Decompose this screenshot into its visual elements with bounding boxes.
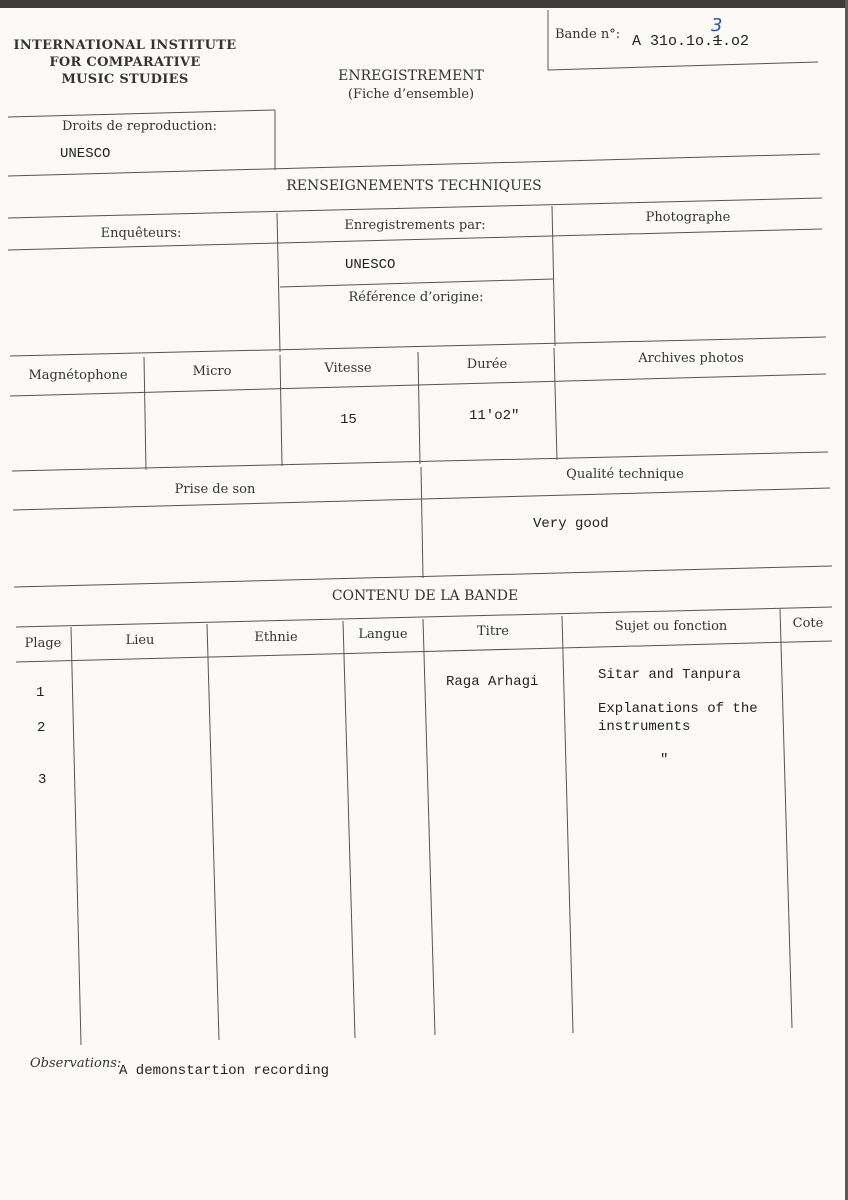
micro-label: Micro [192, 364, 232, 379]
enqueteurs-label: Enquêteurs: [100, 226, 182, 241]
row-2-sujet-line1: Explanations of the [598, 701, 758, 717]
col-lieu: Lieu [125, 633, 155, 648]
vitesse-label: Vitesse [324, 361, 372, 376]
reference-label: Référence d’origine: [348, 290, 484, 305]
col-titre: Titre [477, 624, 509, 639]
qualite-technique-value: Very good [533, 516, 609, 532]
col-langue: Langue [358, 627, 408, 642]
magnetophone-label: Magnétophone [28, 368, 128, 383]
enregistrements-value: UNESCO [345, 257, 396, 273]
vitesse-value: 15 [340, 412, 357, 428]
bande-number: A 31o.1o.1 3 .o2 [632, 15, 750, 50]
row-1-titre: Raga Arhagi [446, 674, 539, 690]
droits-label: Droits de reproduction: [62, 119, 218, 134]
institute-name-line2: FOR COMPARATIVE [49, 55, 201, 70]
archives-photos-label: Archives photos [638, 351, 744, 366]
institute-name-line1: INTERNATIONAL INSTITUTE [13, 38, 237, 53]
row-3-sujet: " [660, 752, 669, 768]
col-sujet: Sujet ou fonction [614, 619, 728, 634]
section-content-title: CONTENU DE LA BANDE [331, 588, 519, 604]
col-plage: Plage [24, 636, 62, 651]
observations-label: Observations: [30, 1056, 122, 1071]
photographe-label: Photographe [645, 210, 731, 225]
institute-name-line3: MUSIC STUDIES [61, 72, 189, 87]
observations-value: A demonstartion recording [119, 1063, 330, 1079]
col-ethnie: Ethnie [254, 630, 298, 645]
form-title: ENREGISTREMENT [338, 68, 484, 84]
qualite-technique-label: Qualité technique [566, 467, 684, 482]
row-3-plage: 3 [38, 772, 47, 788]
row-2-sujet-line2: instruments [598, 719, 691, 735]
enregistrements-label: Enregistrements par: [344, 218, 486, 233]
duree-label: Durée [466, 357, 508, 372]
droits-value: UNESCO [60, 146, 111, 162]
handwritten-correction: 3 [711, 15, 723, 36]
row-1-plage: 1 [36, 685, 45, 701]
bande-label: Bande n°: [555, 27, 621, 42]
col-cote: Cote [792, 616, 824, 631]
prise-de-son-label: Prise de son [174, 482, 256, 497]
section-technical-title: RENSEIGNEMENTS TECHNIQUES [286, 178, 542, 194]
duree-value: 11'o2" [469, 408, 520, 424]
form-subtitle: (Fiche d’ensemble) [347, 87, 475, 102]
row-1-sujet: Sitar and Tanpura [598, 667, 741, 683]
row-2-plage: 2 [37, 720, 46, 736]
